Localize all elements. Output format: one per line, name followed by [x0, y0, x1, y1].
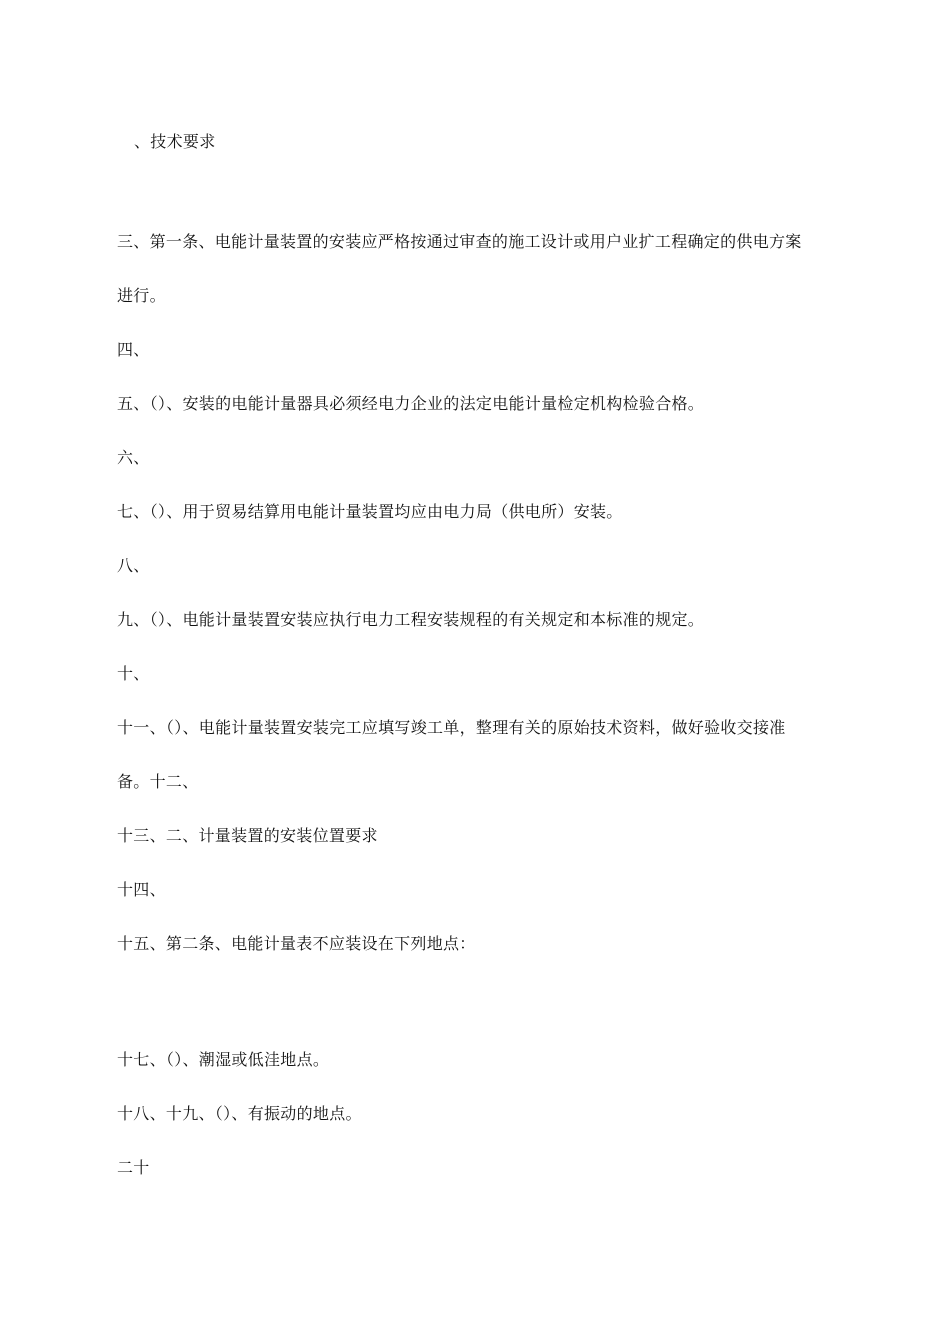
paragraph-line: 进行。 — [117, 286, 166, 305]
paragraph-line: 九、（）、电能计量装置安装应执行电力工程安装规程的有关规定和本标准的规定。 — [117, 610, 705, 629]
paragraph-line: 八、 — [117, 556, 150, 575]
paragraph-line: 十八、十九、（）、有振动的地点。 — [117, 1104, 362, 1123]
paragraph-line: 六、 — [117, 448, 150, 467]
paragraph-line: 十一、（）、电能计量装置安装完工应填写竣工单，整理有关的原始技术资料，做好验收交接准 — [117, 718, 786, 737]
paragraph-line: 二十 — [117, 1158, 150, 1177]
paragraph-line: 十、 — [117, 664, 150, 683]
paragraph-line: 四、 — [117, 340, 150, 359]
paragraph-line: 备。十二、 — [117, 772, 199, 791]
paragraph-line: 三、第一条、电能计量装置的安装应严格按通过审查的施工设计或用户业扩工程确定的供电方案 — [117, 232, 802, 251]
section-heading: 、技术要求 — [134, 132, 216, 151]
paragraph-line: 十五、第二条、电能计量表不应装设在下列地点： — [117, 934, 476, 953]
paragraph-line: 十三、二、计量装置的安装位置要求 — [117, 826, 378, 845]
paragraph-line: 七、（）、用于贸易结算用电能计量装置均应由电力局（供电所）安装。 — [117, 502, 623, 521]
paragraph-line: 十七、（）、潮湿或低洼地点。 — [117, 1050, 330, 1069]
paragraph-line: 十四、 — [117, 880, 166, 899]
paragraph-line: 五、（）、安装的电能计量器具必须经电力企业的法定电能计量检定机构检验合格。 — [117, 394, 705, 413]
